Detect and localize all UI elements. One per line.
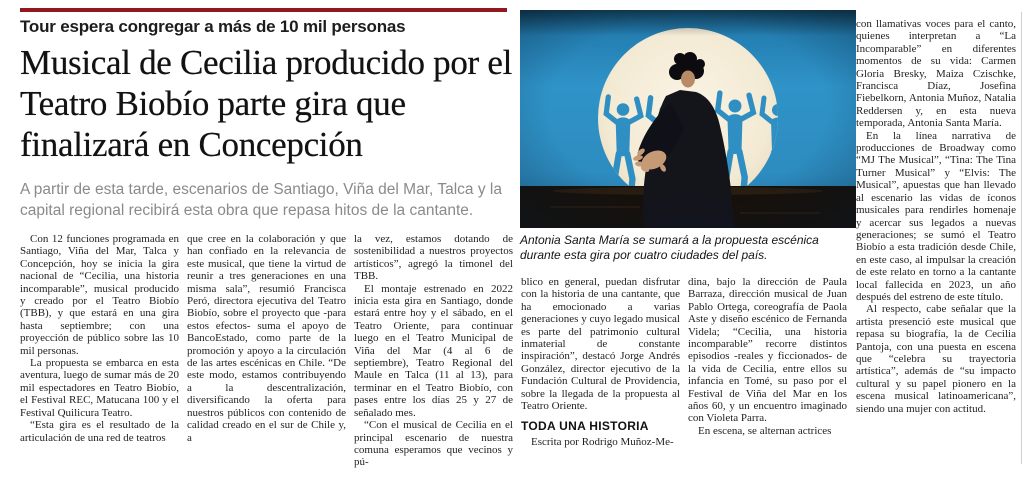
body-paragraph: que cree en la colaboración y que han confiado en la relevancia de este musical, que tiene la virtud de reunir a tres generaciones en una misma sala”, resumió Francisca Peró, directora ejecutiva del Teatro Biobío, sobre el proyecto que -para estos efectos- suma el apoyo de BancoEstado, como parte de la promoción y apoyo a la circulación de las artes escénicas en Chile. “De este modo, estamos contribuyendo a la descentralización, diversificando la oferta para nuestros públicos con contenido de calidad creado en el sur de Chile y, a bbox=[187, 233, 346, 444]
body-paragraph: la vez, estamos dotando de sostenibilidad a nuestros proyectos artísticos”, agregó la timonel del TBB. bbox=[354, 233, 513, 283]
body-column-2 bbox=[187, 233, 346, 444]
kicker-rule bbox=[20, 8, 507, 12]
body-paragraph: Al respecto, cabe señalar que la artista presenció este musical que repasa su biografía, la de Cecilia Pantoja, con una puesta en escena que “celebra su trayectoria artística”, además de “su impacto cultural y su papel pionero en la escena musical latinoamericana”, siendo una mujer con actitud. bbox=[856, 303, 1016, 415]
article-photo bbox=[520, 10, 856, 228]
body-paragraph: dina, bajo la dirección de Paula Barraza, dirección musical de Juan Pablo Ortega, coreografía de Paola Aste y diseño escénico de Fernanda Videla; “Cecilia, una historia incomparable” recorre distintos episodios -reales y ficcionados- de la vida de Cecilia, entre ellos su infancia en Tomé, su paso por el Festival de Viña del Mar en los años 60, y un encuentro imaginado con Violeta Parra. bbox=[688, 276, 847, 425]
body-column-1 bbox=[20, 233, 179, 444]
photo-vignette bbox=[520, 10, 856, 228]
body-paragraph: En la línea narrativa de producciones de Broadway como “MJ The Musical”, “Tina: The Tina Turner Musical” y “Elvis: The Musical”, apuestas que han llevado al escenario las vidas de íconos musicales para rendirles homenaje y acercar sus legados a nuevas generaciones; se sumó el Teatro Biobío a esta tradición desde Chile, en este caso, al impulsar la creación de este relato en torno a la cantante local fallecida en 2023, un año después del estreno de este título. bbox=[856, 129, 1016, 303]
body-paragraph: “Esta gira es el resultado de la articulación de una red de teatros bbox=[20, 419, 179, 444]
section-subhead: TODA UNA HISTORIA bbox=[521, 419, 649, 434]
body-paragraph: En escena, se alternan actrices bbox=[698, 424, 832, 437]
body-paragraph: blico en general, puedan disfrutar con la historia de una cantante, que ha emocionado a varias generaciones y cuyo legado musical es parte del patrimonio cultural inmaterial de constante inspiración”, destacó Jorge Andrés González, director ejecutivo de la Fundación Cultural de Providencia, sobre la llegada de la propuesta al Teatro Oriente. bbox=[521, 276, 680, 413]
body-column-4 bbox=[521, 276, 680, 448]
body-paragraph: El montaje estrenado en 2022 inicia esta gira en Santiago, donde estará entre hoy y el sábado, en el Teatro Oriente, para continuar luego en el Teatro Municipal de Viña del Mar (4 al 6 de septiembre), Teatro Regional del Maule en Talca (11 al 13), para terminar en el Teatro Biobío, con pases entre los días 25 y 27 de señalado mes. bbox=[354, 282, 513, 419]
stage-photo-illustration bbox=[520, 10, 856, 228]
body-paragraph: Con 12 funciones programada en Santiago, Viña del Mar, Talca y Concepción, hoy se inicia la gira nacional de “Cecilia, una historia incomparable”, musical producido y creado por el Teatro Biobío (TBB), y que estará en una gira hasta septiembre; con una proyección de público sobre las 10 mil personas. bbox=[20, 233, 179, 357]
body-column-6 bbox=[856, 18, 1016, 415]
headline: Musical de Cecilia producido por el Teatro Biobío parte gira que finalizará en Concepción bbox=[20, 43, 512, 164]
body-column-5 bbox=[688, 276, 847, 437]
photo-caption: Antonia Santa María se sumará a la propuesta escénica durante esta gira por cuatro ciudades del país. bbox=[520, 233, 819, 262]
body-paragraph: con llamativas voces para el canto, quienes interpretan a “La Incomparable” en diferentes momentos de su vida: Carmen Gloria Bresky, Maiza Czischke, Francisca Díaz, Josefina Fiebelkorn, Antonia Muñoz, Natalia Reddersen y, en esta nueva temporada, Antonia Santa María. bbox=[856, 18, 1016, 130]
kicker: Tour espera congregar a más de 10 mil personas bbox=[20, 17, 406, 36]
deck: A partir de esta tarde, escenarios de Santiago, Viña del Mar, Talca y la capital regional recibirá esta obra que repasa hitos de la cantante. bbox=[20, 181, 502, 219]
body-paragraph: “Con el musical de Cecilia en el principal escenario de nuestra comuna esperamos que vecinos y pú- bbox=[354, 419, 513, 469]
body-paragraph: La propuesta se embarca en esta aventura, luego de sumar más de 20 mil espectadores en Teatro Biobío, el Festival REC, Matucana 100 y el Festival Quilicura Teatro. bbox=[20, 357, 179, 419]
body-paragraph: Escrita por Rodrigo Muñoz-Me- bbox=[531, 435, 674, 448]
photo-top-shadow bbox=[520, 10, 856, 36]
body-column-3 bbox=[354, 233, 513, 469]
column-divider bbox=[1021, 12, 1022, 464]
